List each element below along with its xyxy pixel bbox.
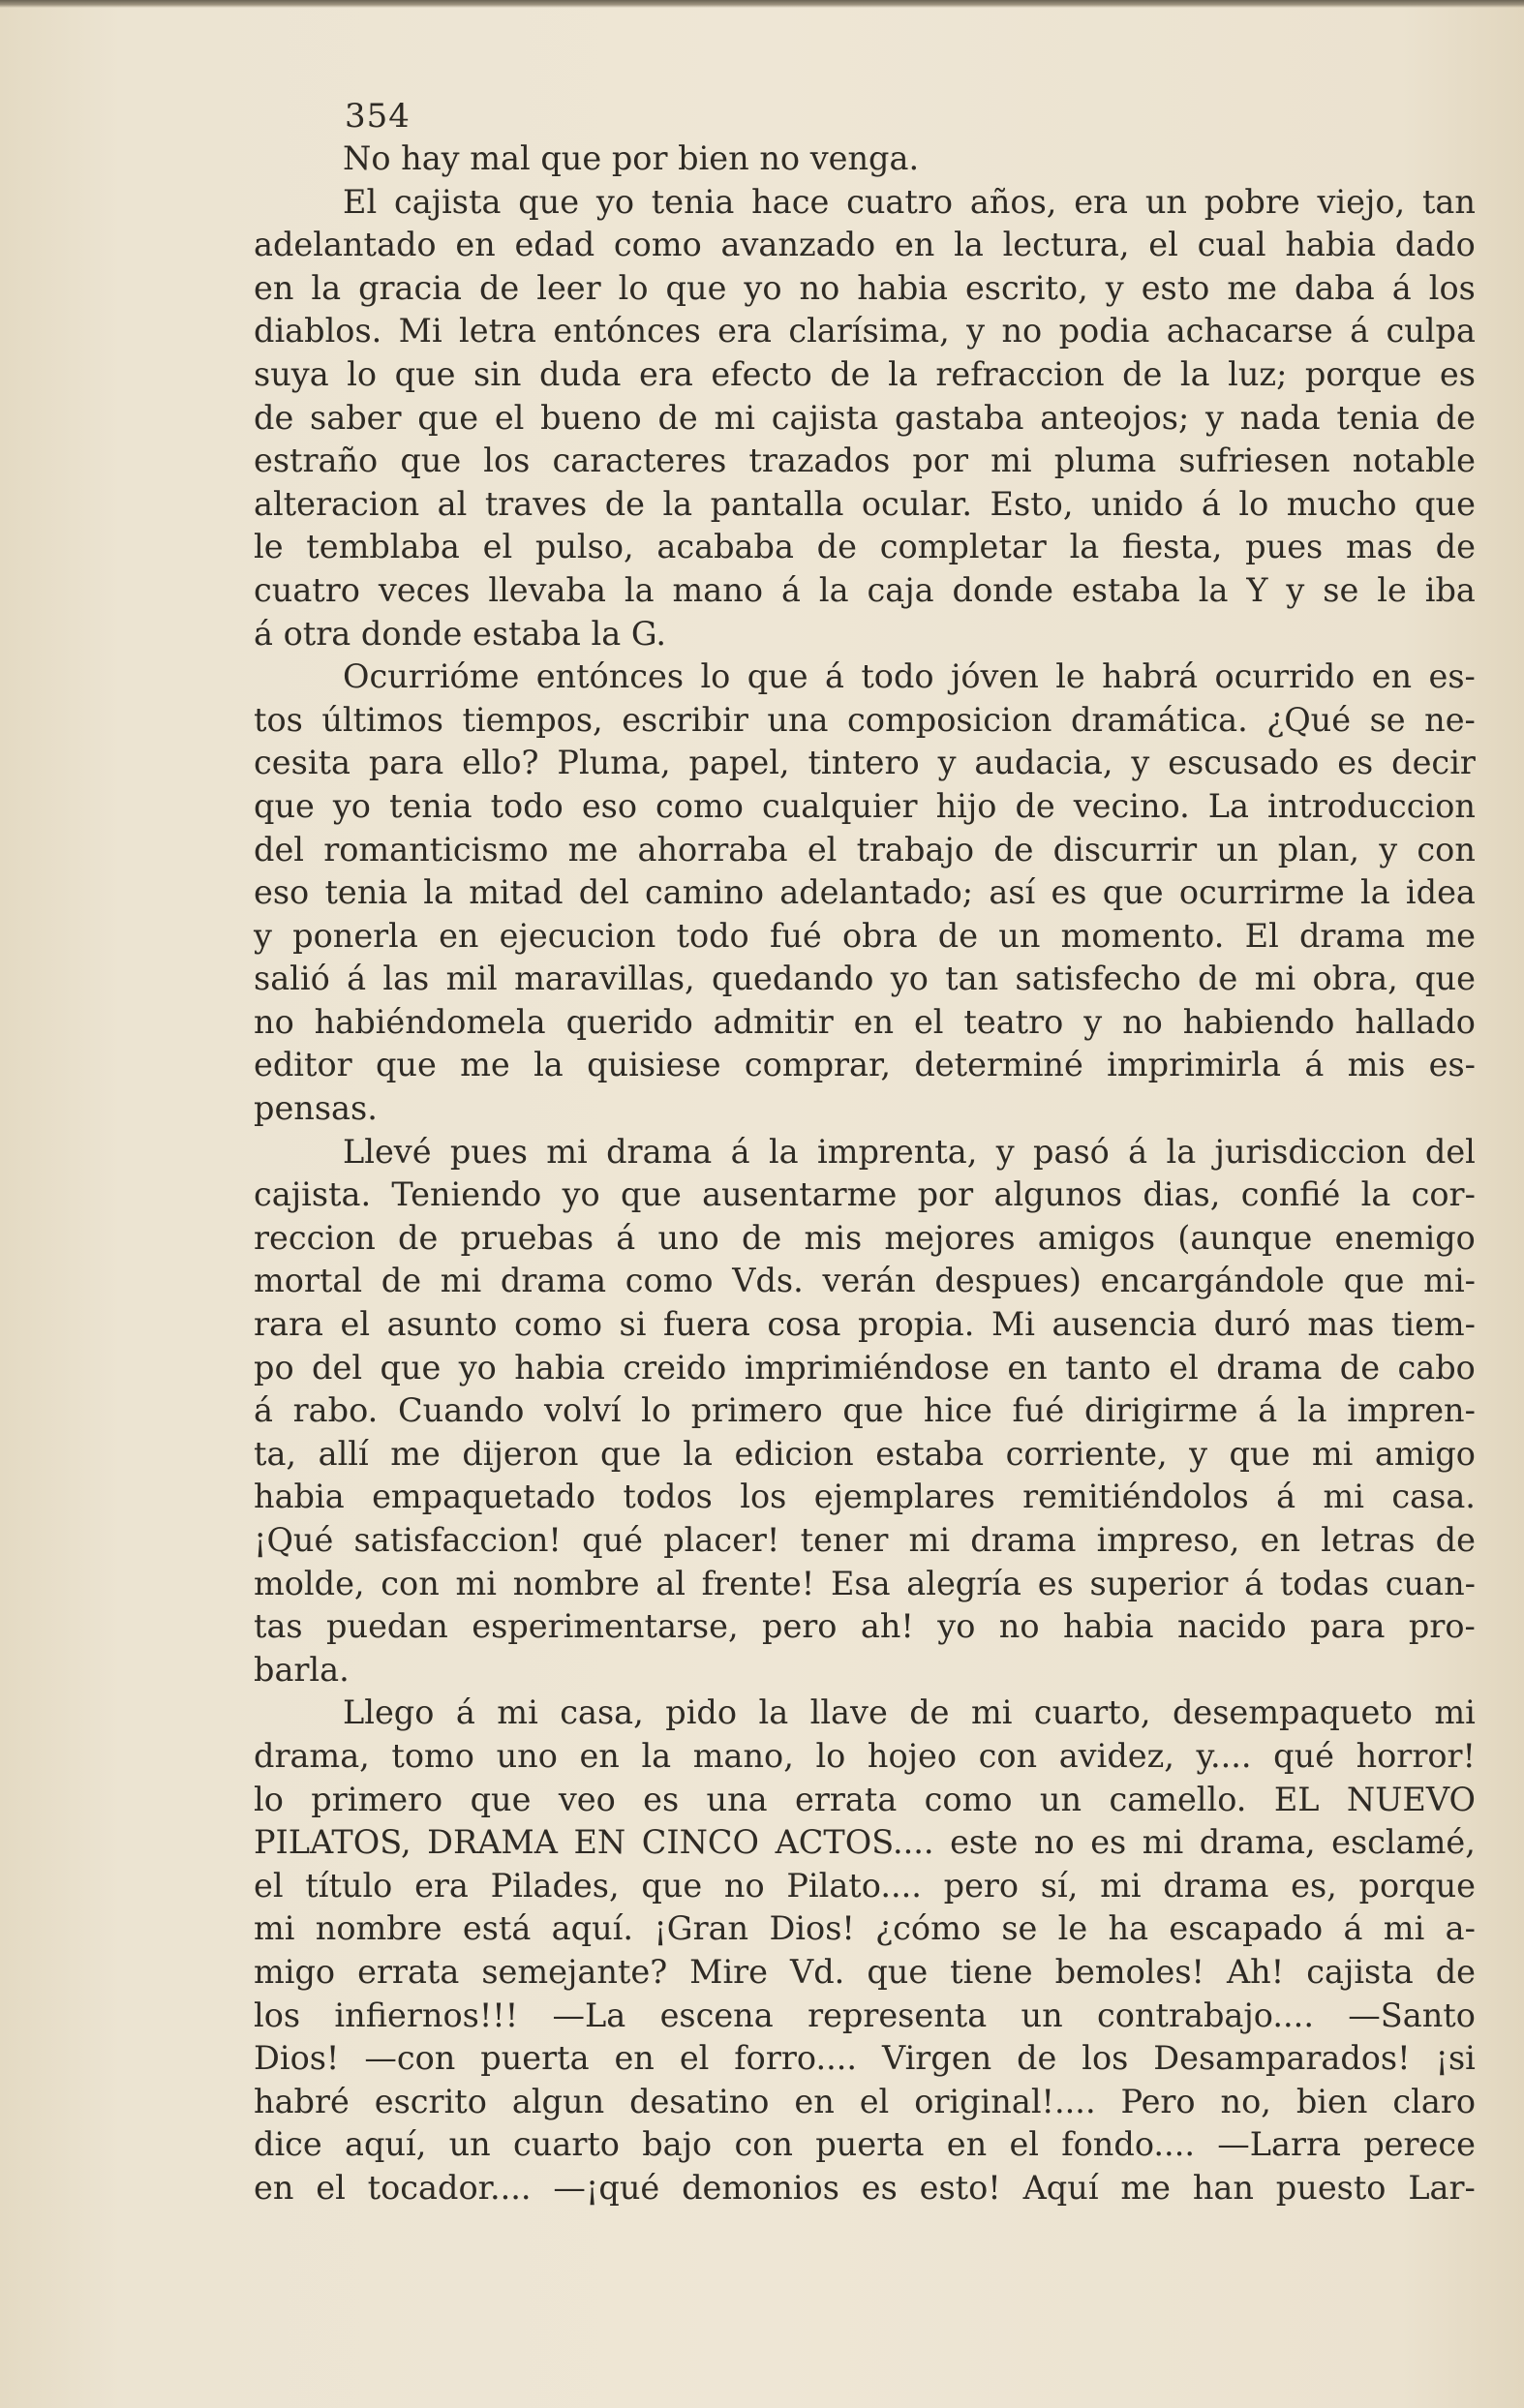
text-line: estraño que los caracteres trazados por mi pluma sufriesen notable bbox=[254, 442, 1476, 480]
text-line: dice aquí, un cuarto bajo con puerta en el fondo.... —Larra perece bbox=[254, 2125, 1476, 2164]
text-line: del romanticismo me ahorraba el trabajo de discurrir un plan, y con bbox=[254, 830, 1476, 869]
text-line: drama, tomo uno en la mano, lo hojeo con avidez, y.... qué horror! bbox=[254, 1736, 1476, 1775]
text-line: Llevé pues mi drama á la imprenta, y pasó á la jurisdiccion del bbox=[343, 1132, 1476, 1171]
text-line: ta, allí me dijeron que la edicion estaba corriente, y que mi amigo bbox=[254, 1434, 1476, 1473]
text-line: alteracion al traves de la pantalla ocular. Esto, unido á lo mucho que bbox=[254, 484, 1476, 523]
text-line: po del que yo habia creido imprimiéndose en tanto el drama de cabo bbox=[254, 1348, 1476, 1387]
page-number: 354 bbox=[345, 97, 411, 136]
text-line: molde, con mi nombre al frente! Esa alegría es superior á todas cuan- bbox=[254, 1564, 1476, 1602]
text-line: PILATOS, DRAMA EN CINCO ACTOS.... este no es mi drama, esclamé, bbox=[254, 1823, 1476, 1862]
text-line: en la gracia de leer lo que yo no habia escrito, y esto me daba á los bbox=[254, 268, 1476, 307]
text-line: cuatro veces llevaba la mano á la caja donde estaba la Y y se le iba bbox=[254, 570, 1476, 609]
page-top-edge bbox=[0, 0, 1524, 8]
body-text bbox=[254, 137, 1476, 2210]
text-line: Ocurrióme entónces lo que á todo jóven le habrá ocurrido en es- bbox=[343, 657, 1476, 696]
text-line: adelantado en edad como avanzado en la lectura, el cual habia dado bbox=[254, 226, 1476, 264]
text-line: el título era Pilades, que no Pilato.... pero sí, mi drama es, porque bbox=[254, 1866, 1476, 1905]
text-line: mortal de mi drama como Vds. verán despues) encargándole que mi- bbox=[254, 1262, 1476, 1300]
text-line: editor que me la quisiese comprar, determiné imprimirla á mis es- bbox=[254, 1046, 1476, 1084]
text-line: tos últimos tiempos, escribir una composicion dramática. ¿Qué se ne- bbox=[254, 700, 1476, 739]
text-line: á rabo. Cuando volví lo primero que hice fué dirigirme á la impren- bbox=[254, 1391, 1476, 1430]
text-line: pensas. bbox=[254, 1089, 378, 1128]
text-line: diablos. Mi letra entónces era clarísima, y no podia achacarse á culpa bbox=[254, 312, 1476, 351]
text-line: tas puedan esperimentarse, pero ah! yo no habia nacido para pro- bbox=[254, 1607, 1476, 1646]
text-line: Llego á mi casa, pido la llave de mi cuarto, desempaqueto mi bbox=[343, 1693, 1476, 1732]
text-line: á otra donde estaba la G. bbox=[254, 614, 667, 653]
text-line: ¡Qué satisfaccion! qué placer! tener mi drama impreso, en letras de bbox=[254, 1521, 1476, 1559]
text-line: mi nombre está aquí. ¡Gran Dios! ¿cómo se le ha escapado á mi a- bbox=[254, 1909, 1476, 1948]
text-line: los infiernos!!! —La escena representa un contrabajo.... —Santo bbox=[254, 1996, 1476, 2034]
text-line: lo primero que veo es una errata como un camello. EL NUEVO bbox=[254, 1780, 1476, 1818]
text-line: no habiéndomela querido admitir en el teatro y no habiendo hallado bbox=[254, 1002, 1476, 1041]
text-line: en el tocador.... —¡qué demonios es esto! Aquí me han puesto Lar- bbox=[254, 2168, 1476, 2207]
text-line: habré escrito algun desatino en el original!.... Pero no, bien claro bbox=[254, 2082, 1476, 2120]
text-line: rara el asunto como si fuera cosa propia. Mi ausencia duró mas tiem- bbox=[254, 1305, 1476, 1344]
text-line: El cajista que yo tenia hace cuatro años, era un pobre viejo, tan bbox=[343, 182, 1476, 221]
text-line: eso tenia la mitad del camino adelantado; así es que ocurrirme la idea bbox=[254, 873, 1476, 912]
text-line: habia empaquetado todos los ejemplares remitiéndolos á mi casa. bbox=[254, 1478, 1476, 1516]
text-line: cajista. Teniendo yo que ausentarme por algunos dias, confié la cor- bbox=[254, 1175, 1476, 1214]
text-line: No hay mal que por bien no venga. bbox=[343, 139, 920, 177]
text-line: de saber que el bueno de mi cajista gastaba anteojos; y nada tenia de bbox=[254, 398, 1476, 437]
text-line: le temblaba el pulso, acababa de completar la fiesta, pues mas de bbox=[254, 528, 1476, 566]
text-line: reccion de pruebas á uno de mis mejores amigos (aunque enemigo bbox=[254, 1218, 1476, 1257]
text-line: migo errata semejante? Mire Vd. que tiene bemoles! Ah! cajista de bbox=[254, 1952, 1476, 1991]
text-line: barla. bbox=[254, 1650, 350, 1689]
text-line: suya lo que sin duda era efecto de la refraccion de la luz; porque es bbox=[254, 354, 1476, 393]
text-line: Dios! —con puerta en el forro.... Virgen de los Desamparados! ¡si bbox=[254, 2039, 1476, 2078]
text-line: y ponerla en ejecucion todo fué obra de un momento. El drama me bbox=[254, 916, 1476, 955]
text-line: cesita para ello? Pluma, papel, tintero y audacia, y escusado es decir bbox=[254, 744, 1476, 782]
text-line: salió á las mil maravillas, quedando yo tan satisfecho de mi obra, que bbox=[254, 960, 1476, 998]
text-line: que yo tenia todo eso como cualquier hijo de vecino. La introduccion bbox=[254, 786, 1476, 825]
